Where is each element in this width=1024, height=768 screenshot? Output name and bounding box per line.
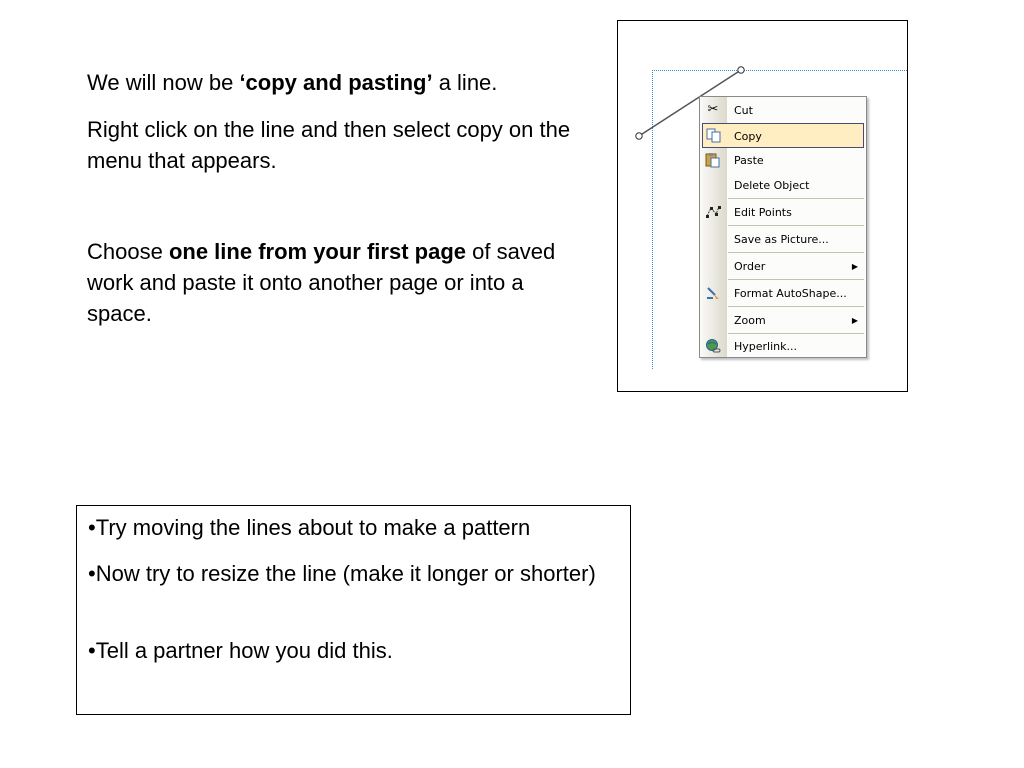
- hyperlink-icon: [705, 338, 721, 354]
- instruction-right-click: Right click on the line and then select copy on the menu that appears.: [87, 117, 571, 173]
- line-start-handle[interactable]: [636, 133, 642, 139]
- submenu-arrow-icon: ▶: [851, 262, 858, 271]
- instruction-choose-line: [87, 236, 587, 329]
- menu-item-label: Format AutoShape...: [734, 287, 847, 300]
- menu-item-save-as-picture[interactable]: [700, 227, 866, 252]
- menu-item-label: Paste: [734, 154, 764, 167]
- p3-text-before: Choose: [87, 239, 169, 264]
- instruction-copy-paste: [87, 67, 587, 98]
- menu-item-label: Cut: [734, 104, 753, 117]
- menu-separator: [728, 225, 864, 226]
- task-bullet-move-lines: •Try moving the lines about to make a pattern: [88, 515, 531, 540]
- menu-item-label: Save as Picture...: [734, 233, 829, 246]
- menu-item-label: Edit Points: [734, 206, 792, 219]
- p3-bold-text: one line from your first page: [168, 239, 466, 264]
- p1-text-before: We will now be: [87, 70, 240, 95]
- submenu-arrow-icon: ▶: [851, 316, 858, 325]
- copy-icon: [706, 127, 722, 143]
- menu-item-label: Zoom: [734, 314, 766, 327]
- task-box: [76, 505, 631, 715]
- scissors-icon: ✂: [707, 102, 719, 117]
- line-end-handle[interactable]: [738, 67, 744, 73]
- menu-item-zoom[interactable]: [700, 308, 866, 333]
- edit-points-icon: [705, 204, 721, 220]
- menu-item-delete-object[interactable]: [700, 173, 866, 198]
- menu-item-label: Hyperlink...: [734, 340, 797, 353]
- p3-text-after: of saved work and paste it onto another page or into a space.: [87, 239, 556, 326]
- menu-item-cut[interactable]: [700, 98, 866, 123]
- task-bullet-tell-partner: •Tell a partner how you did this.: [88, 638, 393, 663]
- menu-item-copy[interactable]: [702, 123, 864, 148]
- menu-item-format-autoshape[interactable]: [700, 281, 866, 306]
- menu-item-edit-points[interactable]: [700, 200, 866, 225]
- p1-bold-text: ‘copy and pasting’: [239, 70, 433, 95]
- p1-text-after: a line.: [432, 70, 498, 95]
- menu-item-order[interactable]: [700, 254, 866, 279]
- menu-separator: [728, 198, 864, 199]
- menu-item-hyperlink[interactable]: [700, 334, 866, 359]
- context-menu-screenshot: [617, 20, 908, 392]
- format-autoshape-icon: [705, 285, 721, 301]
- menu-separator: [728, 306, 864, 307]
- paste-icon: [705, 152, 721, 168]
- menu-item-label: Order: [734, 260, 766, 273]
- context-menu: [699, 96, 867, 358]
- menu-separator: [728, 252, 864, 253]
- menu-item-label: Copy: [734, 130, 762, 143]
- menu-separator: [728, 279, 864, 280]
- menu-item-paste[interactable]: [700, 148, 866, 173]
- task-bullet-resize-line: •Now try to resize the line (make it longer or shorter): [88, 561, 596, 586]
- menu-item-label: Delete Object: [734, 179, 810, 192]
